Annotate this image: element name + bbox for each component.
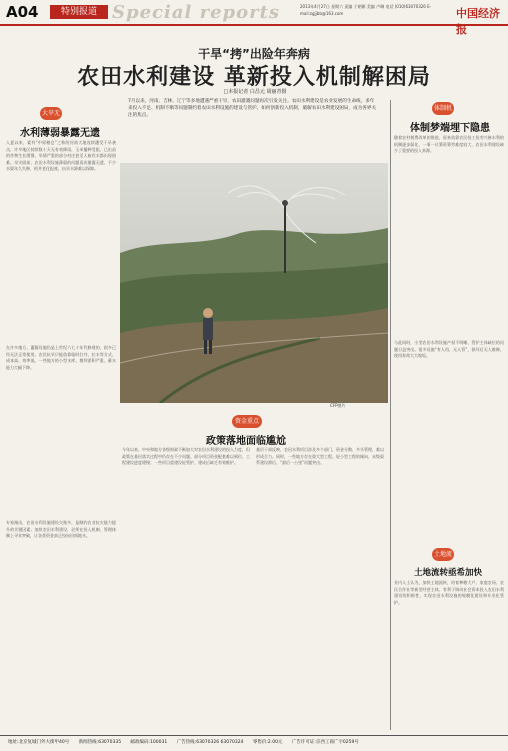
right-column-mid: 与此同时，小型农田水利设施产权不明晰、管护主体缺位的问题日益突出。很多设施“有人用、无人管”，损坏后无人维修，使用寿命大大缩短。: [394, 340, 504, 359]
footer-postcode: 邮政编码:100031: [130, 740, 168, 745]
footer-address: 地址:北京复城门外大街甲40号: [8, 740, 70, 745]
land-pill: 土地流: [432, 548, 454, 561]
policy-pill: 资金重点: [232, 415, 262, 428]
left-column-top: 入夏以来，素有“中原粮仓”之称的河南大地连续遭受干旱袭击，许多地区持续数十天无有效降雨，玉米播种受阻，已出苗的作物生长缓慢，旱情严重的部分村庄甚至人畜饮水都出现困难。旱灾面前，农田水利设施薄弱的问题再次暴露无遗，不少水渠年久失修，机井老化报废，抗旱水源难以保障。: [6, 140, 116, 172]
footer-print-license: 广告许可证:京西工商广字0259号: [291, 740, 359, 745]
drought-title: 水利薄弱暴露无遗: [20, 128, 100, 139]
article-kicker: 干旱“拷”出险年奔病: [198, 47, 310, 61]
footer-ad-line: 广告热线:63070326 63070324: [176, 740, 244, 745]
left-column-bottom: 专家指出，农田水利设施建设欠账多，是制约农业抗灾能力提升的关键因素。加快农田水利建设，必须在投入机制、管理体制上寻求突破，让各类资金真正投向田间地头。: [6, 520, 116, 539]
newspaper-logo: 中国经济报: [456, 7, 500, 36]
system-title: 体制梦端埋下隐患: [410, 123, 490, 134]
middle-column-right: 基层干部反映，农田水利项目涉及多个部门，资金分散、多头管理，难以形成合力。同时，一些地方存在重大型工程、轻小型工程的倾向，末级渠系建设滞后，“最后一公里”问题突出。: [256, 447, 384, 466]
policy-title: 政策落地面临尴尬: [206, 436, 286, 447]
system-pill: 体制机: [432, 102, 454, 115]
left-column-mid: 在许多地方，灌溉设施仍是上世纪六七十年代修建的，很多已经无法正常使用。农民抗旱只能依靠临时打井、拉水等方式，成本高、效率低。一些地方的小型水库、塘坝淤积严重，蓄水能力大幅下降。: [6, 345, 116, 370]
special-reports-label: Special reports: [112, 2, 281, 23]
right-column-top: 随着农村税费改革的推进，原来依靠农民投工投劳兴修水利的机制逐步弱化，一事一议筹资筹劳难度较大，农田水利建设缺少了重要的投入来源。: [394, 135, 504, 154]
page-footer: [0, 735, 508, 751]
middle-column-left: 今年以来，中央和地方各级财政不断加大对农田水利建设的投入力度，但政策在基层落实过程中仍存在不少问题。部分项目资金配套难以到位，工程建设进度缓慢；一些项目重建设轻管护，建成后缺乏有效维护。: [122, 447, 250, 466]
drought-pill: 大旱无水: [40, 107, 62, 120]
footer-hotline: 新闻热线:63070335: [78, 740, 122, 745]
article-lead: 7月以来，河南、吉林、辽宁等多地遭遇严重干旱，农田灌溉问题再次引发关注。农田水利建设是农业发展的生命线，多年来投入不足、机制不顺等问题制约着农田水利设施的建设与管护。如何创新投入机制，破解农田水利建设困局，成为各界关注的焦点。: [128, 99, 377, 118]
footer-price: 零售价:2.00元: [252, 740, 283, 745]
photo-credit: CFP图片: [330, 403, 346, 408]
article-headline: 农田水利建设 革新投入机制解困局: [77, 65, 431, 90]
land-title: 土地流转亟希加快: [414, 568, 483, 578]
header-meta: 2013年4月27日 星期六 责编 于朝雁 美编 卢琳 电话 (010)63070326 E-mail:zgjjbb@163.com: [300, 4, 432, 16]
article-byline: □本报记者 白昌元 胡丽青摄: [223, 89, 287, 95]
right-column-bottom: 业内人士认为，加快土地流转，培育种粮大户、家庭农场、农民合作社等新型经营主体，有利于调动社会资本投入农田水利建设的积极性，实现农田水利设施的规模化建设和专业化管护。: [394, 580, 504, 605]
section-tag: 特别报道: [50, 5, 108, 19]
page-number: A04: [6, 3, 39, 21]
column-divider: [390, 100, 391, 730]
page-header: [0, 0, 508, 36]
irrigation-photo: [120, 163, 388, 403]
